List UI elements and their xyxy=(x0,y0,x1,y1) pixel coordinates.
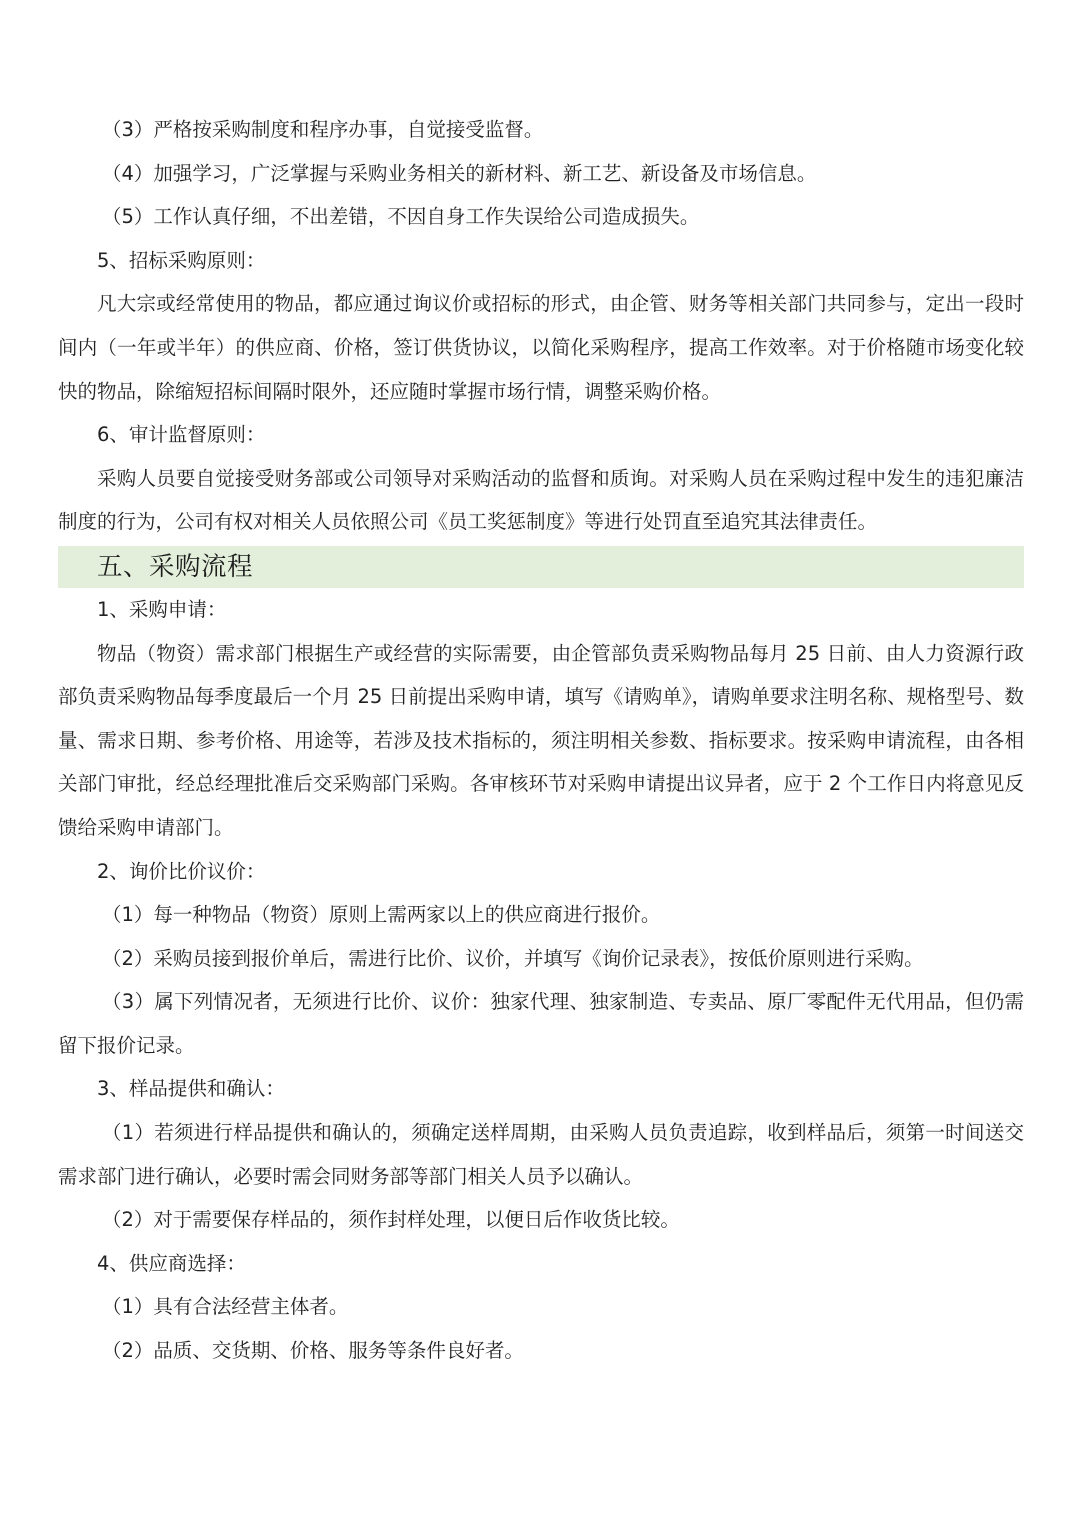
subheading: 4、供应商选择： xyxy=(97,1251,246,1275)
subheading: 1、采购申请： xyxy=(97,597,227,621)
list-item: （2）采购员接到报价单后，需进行比价、议价，并填写《询价记录表》，按低价原则进行采购。 xyxy=(102,946,924,970)
list-item: （5）工作认真仔细，不出差错，不因自身工作失误给公司造成损失。 xyxy=(102,205,700,229)
subheading: 2、询价比价议价： xyxy=(97,859,266,883)
list-item: （2）对于需要保存样品的，须作封样处理，以便日后作收货比较。 xyxy=(102,1208,680,1232)
list-item: （1）若须进行样品提供和确认的，须确定送样周期，由采购人员负责追踪，收到样品后，须第一时间送交需求部门进行确认，必要时需会同财务部等部门相关人员予以确认。 xyxy=(58,1121,1024,1188)
paragraph: 凡大宗或经常使用的物品，都应通过询议价或招标的形式，由企管、财务等相关部门共同参与，定出一段时间内（一年或半年）的供应商、价格，签订供货协议，以简化采购程序，提高工作效率。对于价格随市场变化较快的物品，除缩短招标间隔时限外，还应随时掌握市场行情，调整采购价格。 xyxy=(58,292,1024,403)
list-item: （4）加强学习，广泛掌握与采购业务相关的新材料、新工艺、新设备及市场信息。 xyxy=(102,161,817,185)
section-heading: 五、采购流程 xyxy=(58,546,1024,588)
subheading: 5、招标采购原则： xyxy=(97,248,266,272)
subheading: 3、样品提供和确认： xyxy=(97,1077,285,1101)
list-item: （3）严格按采购制度和程序办事，自觉接受监督。 xyxy=(102,118,544,141)
list-item: （2）品质、交货期、价格、服务等条件良好者。 xyxy=(102,1339,524,1363)
list-item: （1）具有合法经营主体者。 xyxy=(102,1295,349,1319)
list-item: （1）每一种物品（物资）原则上需两家以上的供应商进行报价。 xyxy=(102,903,661,927)
document-page xyxy=(58,108,1024,1373)
paragraph: 物品（物资）需求部门根据生产或经营的实际需要，由企管部负责采购物品每月 25 日前、由人力资源行政部负责采购物品每季度最后一个月 25 日前提出采购申请，填写《请购单》，请购单要求注明名称、规格型号、数量、需求日期、参考价格、用途等，若涉及技术指标的，须注明相关参数、指标要求。按采购申请流程，由各相关部门审批，经总经理批准后交采购部门采购。各审核环节对采购申请提出议异者，应于 2 个工作日内将意见反馈给采购申请部门。 xyxy=(58,641,1024,839)
paragraph: 采购人员要自觉接受财务部或公司领导对采购活动的监督和质询。对采购人员在采购过程中发生的违犯廉洁制度的行为，公司有权对相关人员依照公司《员工奖惩制度》等进行处罚直至追究其法律责任。 xyxy=(58,466,1024,534)
subheading: 6、审计监督原则： xyxy=(97,423,266,447)
list-item: （3）属下列情况者，无须进行比价、议价：独家代理、独家制造、专卖品、原厂零配件无代用品，但仍需留下报价记录。 xyxy=(58,990,1024,1057)
